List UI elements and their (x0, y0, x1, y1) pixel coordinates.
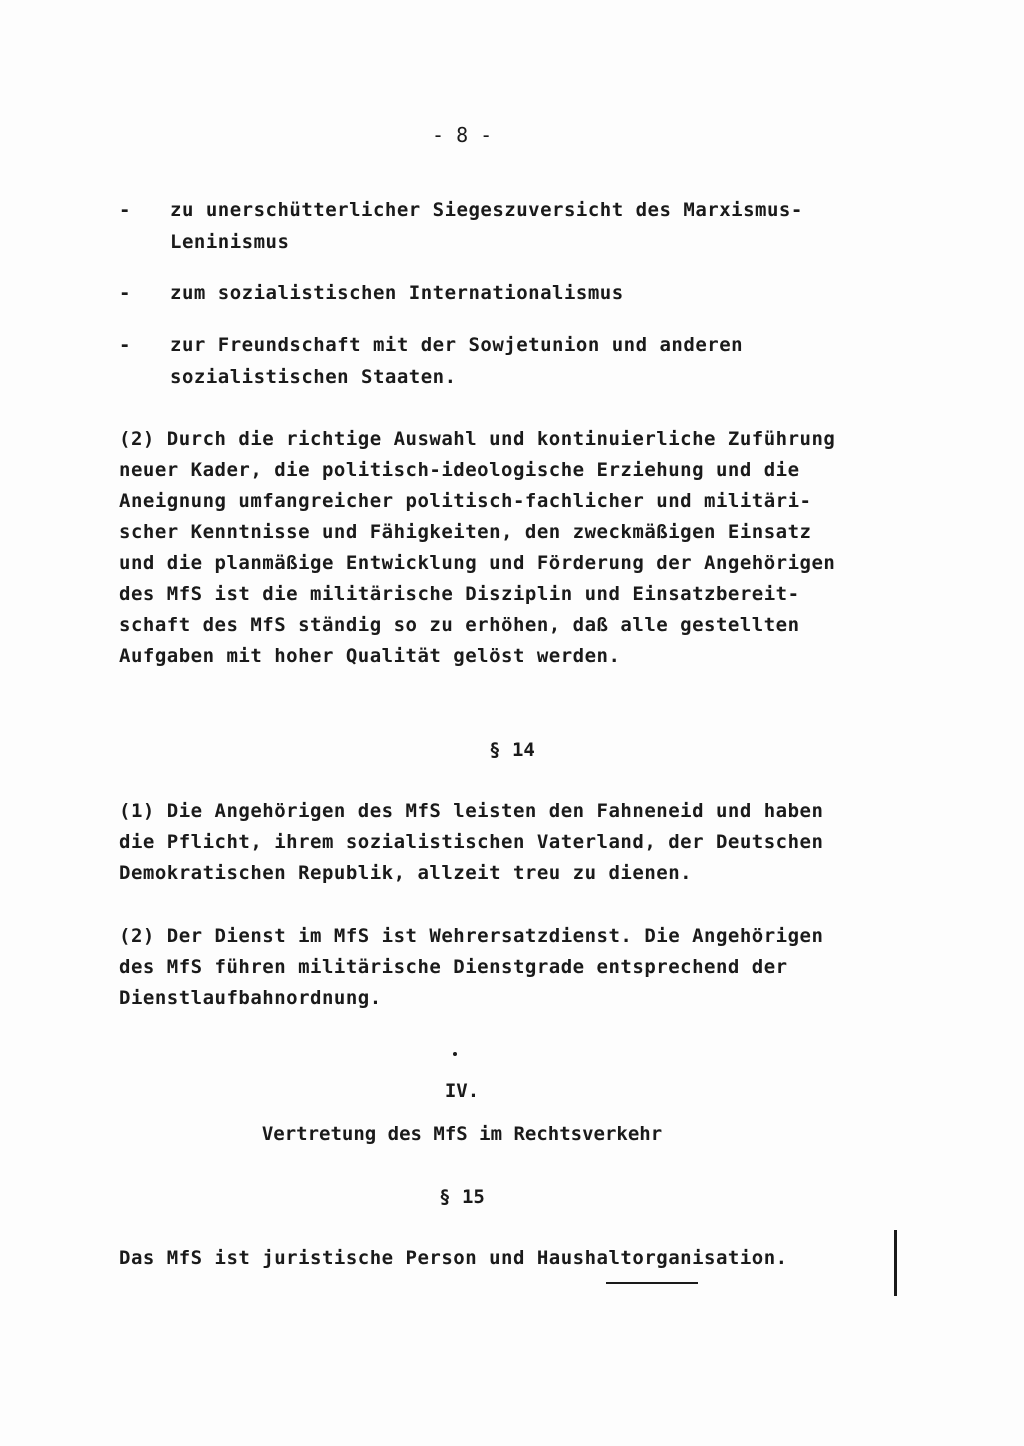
paragraph-2-line-5: und die planmäßige Entwicklung und Förderung der Angehörigen (119, 552, 836, 574)
bullet-marker: - (119, 334, 131, 356)
section-14-p2-line-1: (2) Der Dienst im MfS ist Wehrersatzdienst. Die Angehörigen (119, 925, 824, 947)
handwritten-underline (606, 1282, 698, 1284)
section-15-text: Das MfS ist juristische Person und Haushaltorganisation. (119, 1247, 788, 1269)
paragraph-2-line-4: scher Kenntnisse und Fähigkeiten, den zweckmäßigen Einsatz (119, 521, 812, 543)
paragraph-2-line-2: neuer Kader, die politisch-ideologische Erziehung und die (119, 459, 800, 481)
paragraph-2-line-6: des MfS ist die militärische Disziplin und Einsatzbereit- (119, 583, 800, 605)
section-14-p1-line-3: Demokratischen Republik, allzeit treu zu dienen. (119, 862, 693, 884)
stray-dot-mark (453, 1052, 457, 1056)
bullet-3-line-2: sozialistischen Staaten. (170, 366, 457, 388)
section-14-p2-line-2: des MfS führen militärische Dienstgrade entsprechend der (119, 956, 788, 978)
bullet-1-line-2: Leninismus (170, 231, 290, 253)
section-14-p2-line-3: Dienstlaufbahnordnung. (119, 987, 382, 1009)
chapter-title: Vertretung des MfS im Rechtsverkehr (261, 1123, 663, 1145)
paragraph-2-line-3: Aneignung umfangreicher politisch-fachlicher und militäri- (119, 490, 812, 512)
page-number: - 8 - (432, 123, 493, 147)
section-14-p1-line-2: die Pflicht, ihrem sozialistischen Vaterland, der Deutschen (119, 831, 824, 853)
section-14-p1-line-1: (1) Die Angehörigen des MfS leisten den Fahneneid und haben (119, 800, 824, 822)
section-14-heading: § 14 (489, 739, 535, 761)
bullet-marker: - (119, 199, 131, 221)
paragraph-2-line-7: schaft des MfS ständig so zu erhöhen, daß alle gestellten (119, 614, 800, 636)
bullet-1-line-1: zu unerschütterlicher Siegeszuversicht des Marxismus- (170, 199, 803, 221)
bullet-marker: - (119, 282, 131, 304)
paragraph-2-line-1: (2) Durch die richtige Auswahl und kontinuierliche Zuführung (119, 428, 836, 450)
paragraph-2-line-8: Aufgaben mit hoher Qualität gelöst werden. (119, 645, 621, 667)
chapter-number: IV. (444, 1080, 480, 1102)
margin-mark-bar (894, 1230, 897, 1296)
section-15-heading: § 15 (439, 1186, 485, 1208)
bullet-3-line-1: zur Freundschaft mit der Sowjetunion und anderen (170, 334, 744, 356)
bullet-2-line-1: zum sozialistischen Internationalismus (170, 282, 624, 304)
